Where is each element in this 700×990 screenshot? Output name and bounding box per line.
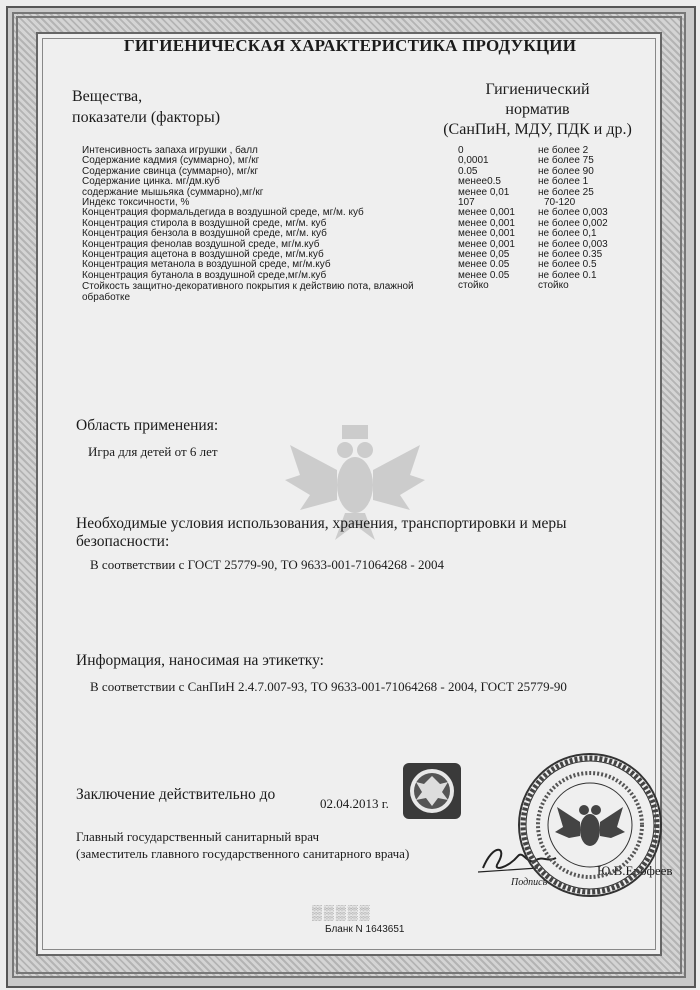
row-value: 107 xyxy=(458,196,475,208)
row-name: Индекс токсичности, % xyxy=(82,196,190,208)
row-standard: не более 90 xyxy=(538,165,594,177)
row-name: Концентрация бензола в воздушной среде, мг/м. куб xyxy=(82,228,327,240)
row-standard: не более 2 xyxy=(538,145,589,156)
row-name: Концентрация фенолав воздушной среде, мг/м.куб xyxy=(82,238,320,250)
row-name: Концентрация формальдегида в воздушной среде, мг/м. куб xyxy=(82,207,364,219)
row-name: Концентрация ацетона в воздушной среде, мг/м.куб xyxy=(82,248,324,260)
row-standard: не более 0.35 xyxy=(538,248,603,260)
row-value: менее 0,001 xyxy=(458,207,515,219)
hygiene-table xyxy=(82,146,622,305)
row-standard: не более 0.1 xyxy=(538,269,597,281)
header-left-line2: показатели (факторы) xyxy=(72,109,221,126)
column-header-standard xyxy=(430,80,645,140)
validity-date: 02.04.2013 г. xyxy=(320,796,389,811)
conditions-heading-line2: безопасности: xyxy=(76,533,170,550)
label-info-text: В соответствии с СанПиН 2.4.7.007-93, ТО 9633-001-71064268 - 2004, ГОСТ 25779-90 xyxy=(90,679,567,694)
row-standard: стойко xyxy=(538,280,569,292)
row-standard: не более 25 xyxy=(538,186,594,198)
row-name: Интенсивность запаха игрушки , балл xyxy=(82,145,258,156)
row-standard: не более 1 xyxy=(538,176,589,188)
row-name: Концентрация метанола в воздушной среде, мг/м.куб xyxy=(82,259,331,271)
row-standard: не более 75 xyxy=(538,155,594,167)
row-name: Содержание цинка. мг/дм.куб xyxy=(82,176,220,188)
header-right-line2: норматив xyxy=(505,101,570,118)
row-name: Стойкость защитно-декоративного покрытия к действию пота, влажной обработке xyxy=(82,281,414,304)
scope-text: Игра для детей от 6 лет xyxy=(88,444,218,459)
signatory-name: Ю.В.Ерофеев xyxy=(597,863,673,878)
validity-label: Заключение действительно до xyxy=(76,786,276,803)
row-value: менее 0.05 xyxy=(458,259,510,271)
scope-heading: Область применения: xyxy=(76,417,219,434)
label-info-heading: Информация, наносимая на этикетку: xyxy=(76,652,324,669)
row-standard: не более 0.5 xyxy=(538,259,597,271)
row-value: стойко xyxy=(458,280,489,292)
signature-caption: Подпись xyxy=(511,877,548,888)
row-value: менее 0,05 xyxy=(458,248,510,260)
table-row xyxy=(82,229,622,239)
row-value: 0,0001 xyxy=(458,155,489,167)
square-seal-icon xyxy=(402,762,462,820)
round-stamp-icon xyxy=(517,752,663,898)
signatory-deputy: (заместитель главного государственного санитарного врача) xyxy=(76,846,410,861)
row-value: 0.05 xyxy=(458,165,478,177)
row-value: менее 0,001 xyxy=(458,217,515,229)
row-value: менее 0.05 xyxy=(458,269,510,281)
column-header-substances xyxy=(72,86,312,128)
row-value: 0 xyxy=(458,145,464,156)
header-right-line1: Гигиенический xyxy=(485,81,590,98)
row-standard: не более 0,003 xyxy=(538,207,608,219)
document-title: ГИГИЕНИЧЕСКАЯ ХАРАКТЕРИСТИКА ПРОДУКЦИИ xyxy=(123,36,577,55)
header-right-line3: (СанПиН, МДУ, ПДК и др.) xyxy=(443,121,632,138)
row-value: менее 0,001 xyxy=(458,238,515,250)
row-name: Концентрация бутанола в воздушной среде,мг/м.куб xyxy=(82,269,327,281)
header-left-line1: Вещества, xyxy=(72,88,143,105)
row-name: Концентрация стирола в воздушной среде, мг/м. куб xyxy=(82,217,327,229)
row-standard: не более 0,1 xyxy=(538,228,597,240)
row-name: Содержание кадмия (суммарно), мг/кг xyxy=(82,155,260,167)
row-value: менее0.5 xyxy=(458,176,501,188)
row-value: менее 0,01 xyxy=(458,186,510,198)
conditions-heading-line1: Необходимые условия использования, хранения, транспортировки и меры xyxy=(76,515,567,532)
signatory-title: Главный государственный санитарный врач xyxy=(76,829,320,844)
row-standard: не более 0,002 xyxy=(538,217,608,229)
row-name: содержание мышьяка (суммарно),мг/кг xyxy=(82,186,264,198)
row-value: менее 0,001 xyxy=(458,228,515,240)
table-row xyxy=(82,177,622,187)
conditions-text: В соответствии с ГОСТ 25779-90, ТО 9633-001-71064268 - 2004 xyxy=(90,557,444,572)
row-name: Содержание свинца (суммарно), мг/кг xyxy=(82,165,259,177)
row-standard: не более 0,003 xyxy=(538,238,608,250)
blank-number-shadow: ▒▒▒▒▒ xyxy=(312,906,372,921)
row-standard: 70-120 xyxy=(544,196,576,208)
table-row xyxy=(82,281,622,305)
blank-number: Бланк N 1643651 xyxy=(325,924,405,935)
